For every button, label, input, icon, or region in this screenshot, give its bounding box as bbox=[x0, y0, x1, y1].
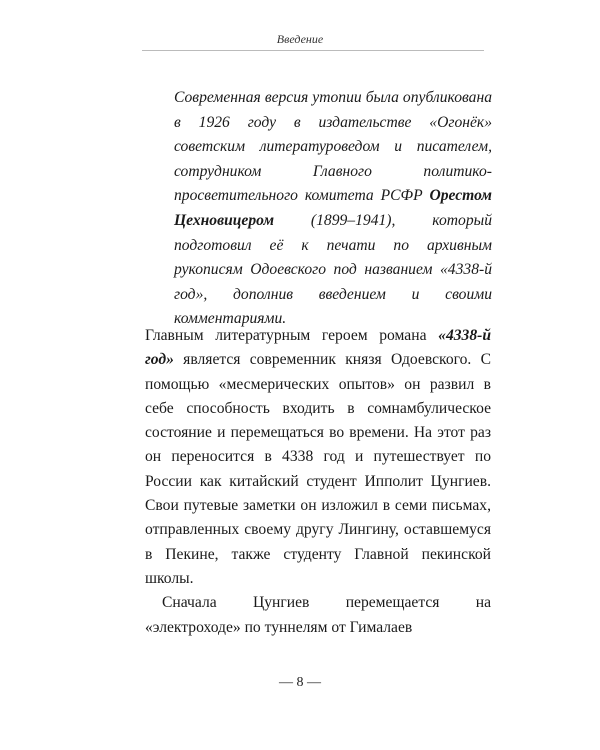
novel-title: «4338-й год» bbox=[145, 327, 491, 369]
page-number: — 8 — bbox=[279, 675, 321, 690]
paragraph-2: Сначала Цунгиев перемещается на «электроходе» по туннелям от Гималаев bbox=[145, 594, 491, 636]
author-name: Орестом Цехновицером bbox=[174, 187, 492, 229]
running-header: Введение bbox=[276, 32, 324, 46]
intro-text-start: Современная версия утопии была опубликована в 1926 году в издательстве «Огонёк» советским литературоведом и писателем, сотрудником Главного политико-просветительного комитета РСФР bbox=[174, 89, 492, 205]
paragraph-1-start: Главным литературным героем романа bbox=[145, 327, 439, 344]
main-text bbox=[145, 324, 491, 640]
header-divider bbox=[142, 50, 484, 51]
paragraph-1 bbox=[145, 324, 491, 591]
intro-text-end: (1899–1941), который подготовил её к печати по архивным рукописям Одоевского под названием «4338-й год», дополнив введением и своими комментариями. bbox=[174, 211, 492, 328]
paragraph-1-end: является современник князя Одоевского. С помощью «месмерических опытов» он развил в себе способность входить в сомнамбулическое состояние и перемещаться во времени. На этот раз он переносится в 4338 год и путешествует по России как китайский студент Ипполит Цунгиев. Свои путевые заметки он изложил в семи письмах, отправленных своему другу Лингину, оставшемуся в Пекине, также студенту Главной пекинской школы. bbox=[145, 351, 491, 587]
intro-paragraph bbox=[174, 86, 492, 332]
